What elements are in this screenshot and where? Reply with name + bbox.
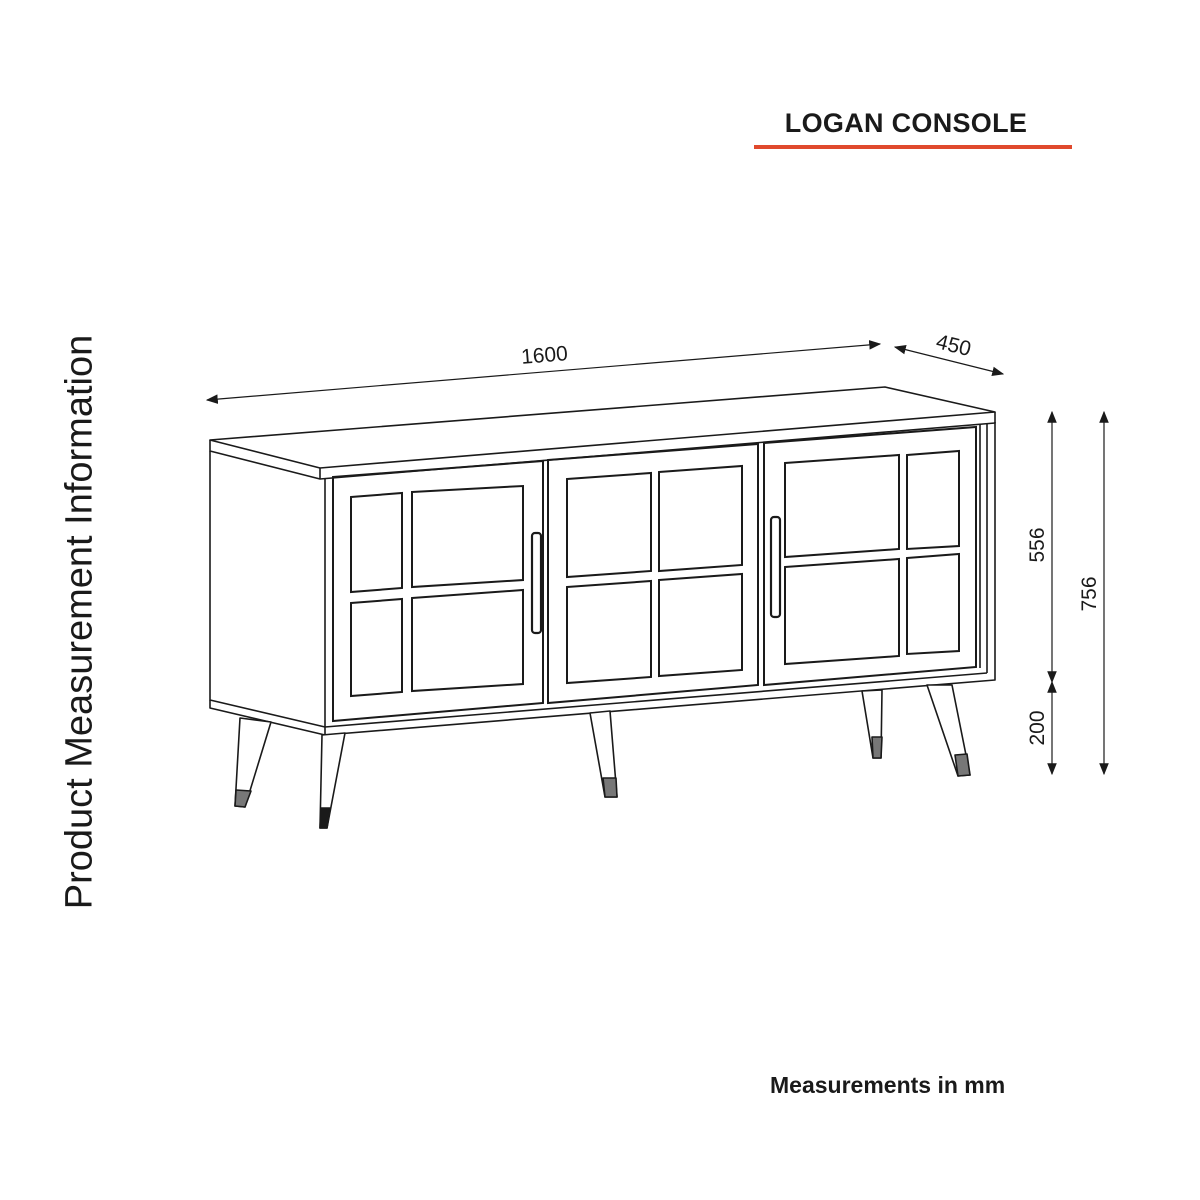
- door-right-handle: [771, 517, 780, 617]
- door-right: [764, 427, 976, 685]
- console-legs: [235, 685, 970, 828]
- total-height-dimension: [1078, 412, 1104, 774]
- leg-height-dimension: [1026, 682, 1052, 774]
- door-left: [333, 461, 543, 721]
- units-note: Measurements in mm: [770, 1072, 1006, 1098]
- leg-height-label: 200: [1026, 710, 1049, 746]
- door-center: [548, 444, 758, 703]
- body-height-dimension: [1026, 412, 1052, 682]
- total-height-label: 756: [1078, 576, 1101, 612]
- door-left-handle: [532, 533, 541, 633]
- product-title: LOGAN CONSOLE: [784, 108, 1028, 138]
- body-height-label: 556: [1026, 527, 1049, 563]
- side-label: Product Measurement Information: [58, 334, 101, 910]
- width-label: 1600: [520, 342, 569, 369]
- depth-dimension: [895, 330, 1003, 374]
- depth-label: 450: [933, 330, 974, 362]
- width-dimension: [207, 342, 880, 400]
